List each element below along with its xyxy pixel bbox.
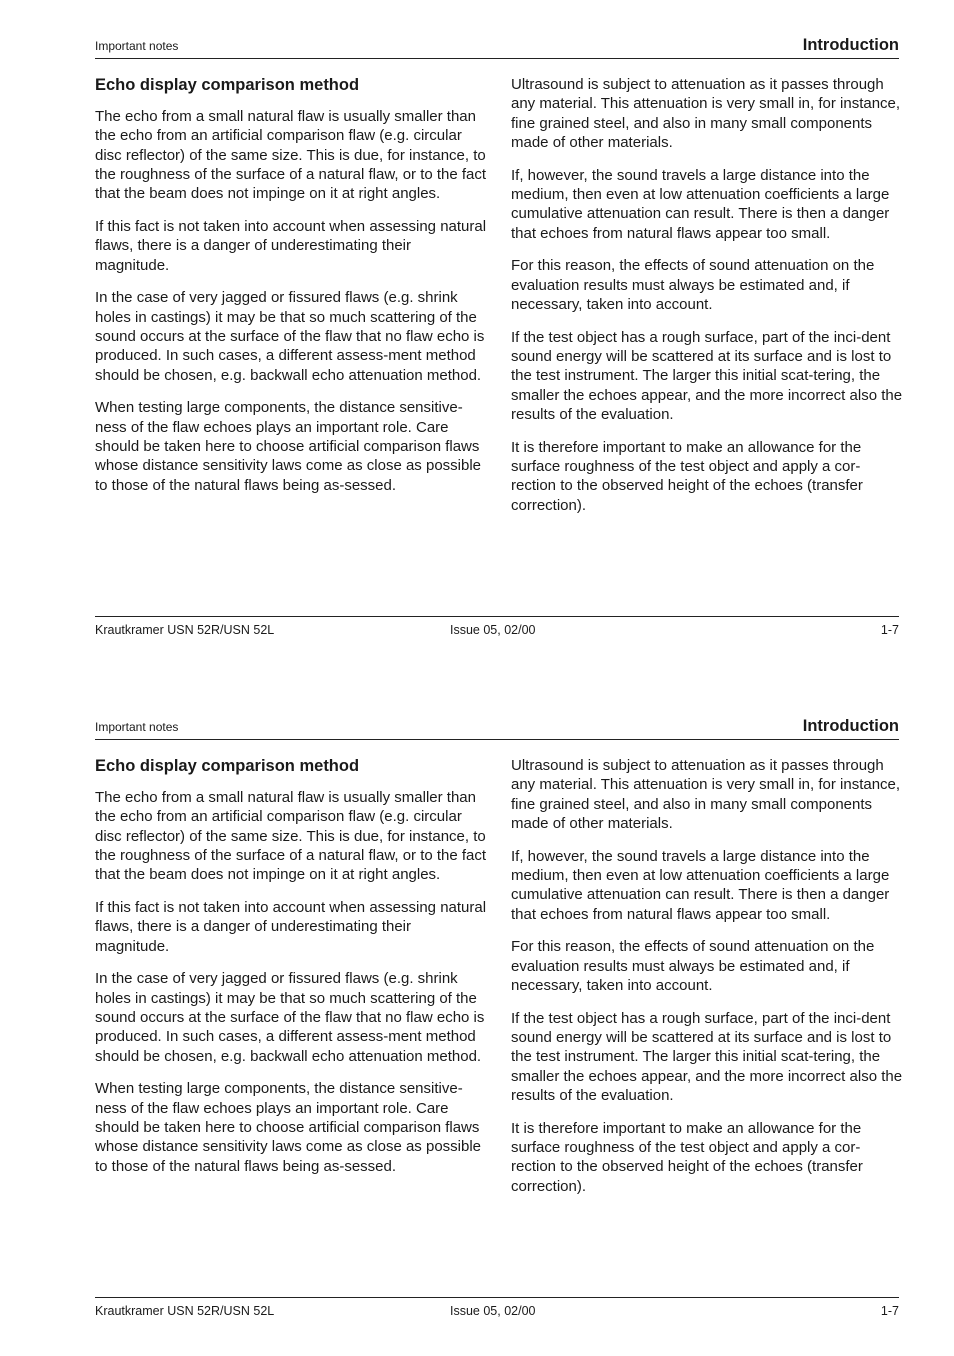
paragraph: The echo from a small natural flaw is usually smaller than the echo from an artificial comparison flaw (e.g. circular disc reflector) of the same size. This is due, for instance, to the roughness of the surface of a natural flaw, or to the fact that the beam does not impinge on it at right angles. [95, 108, 487, 203]
header-divider [95, 739, 899, 740]
paragraph: When testing large components, the distance sensitive-ness of the flaw echoes plays an important role. Care should be taken here to choose artificial comparison flaws whose distance sensitivity laws come as close as possible to those of the natural flaws being as-sessed. [95, 399, 482, 494]
footer-divider [95, 1297, 899, 1298]
paragraph: In the case of very jagged or fissured flaws (e.g. shrink holes in castings) it may be that so much scattering of the sound occurs at the surface of the flaw that no flaw echo is produced. In such cases, a different assess-ment method should be chosen, e.g. backwall echo attenuation method. [95, 970, 485, 1065]
manual-page-2 [0, 681, 954, 1356]
right-column [511, 756, 903, 1209]
paragraph: Ultrasound is subject to attenuation as it passes through any material. This attenuation is very small in, for instance, fine grained steel, and also in many small components made of other materials. [511, 757, 901, 832]
left-column [95, 75, 487, 508]
footer-divider [95, 616, 899, 617]
paragraph: Ultrasound is subject to attenuation as it passes through any material. This attenuation is very small in, for instance, fine grained steel, and also in many small components made of other materials. [511, 76, 901, 151]
paragraph: It is therefore important to make an allowance for the surface roughness of the test object and apply a cor-rection to the observed height of the echoes (transfer correction). [511, 438, 863, 514]
header-chapter-title: Introduction [802, 36, 899, 54]
footer-page-number: 1-7 [880, 623, 899, 637]
header-section-label: Important notes [95, 39, 179, 53]
right-column [511, 75, 903, 528]
manual-page-1 [0, 0, 954, 675]
section-heading: Echo display comparison method [95, 757, 360, 775]
paragraph: It is therefore important to make an allowance for the surface roughness of the test object and apply a cor-rection to the observed height of the echoes (transfer correction). [511, 1119, 863, 1195]
paragraph: If this fact is not taken into account when assessing natural flaws, there is a danger of underestimating their magnitude. [95, 898, 487, 955]
footer-page-number: 1-7 [880, 1304, 899, 1318]
footer-issue: Issue 05, 02/00 [450, 1304, 536, 1318]
paragraph: The echo from a small natural flaw is usually smaller than the echo from an artificial comparison flaw (e.g. circular disc reflector) of the same size. This is due, for instance, to the roughness of the surface of a natural flaw, or to the fact that the beam does not impinge on it at right angles. [95, 789, 487, 884]
left-column [95, 756, 487, 1189]
footer-product: Krautkramer USN 52R/USN 52L [95, 1304, 275, 1318]
header-section-label: Important notes [95, 720, 179, 734]
paragraph: If, however, the sound travels a large distance into the medium, then even at low attenuation coefficients a large cumulative attenuation can result. There is then a danger that echoes from natural flaws appear too small. [511, 847, 890, 923]
paragraph: If this fact is not taken into account when assessing natural flaws, there is a danger of underestimating their magnitude. [95, 217, 487, 274]
paragraph: In the case of very jagged or fissured flaws (e.g. shrink holes in castings) it may be that so much scattering of the sound occurs at the surface of the flaw that no flaw echo is produced. In such cases, a different assess-ment method should be chosen, e.g. backwall echo attenuation method. [95, 289, 485, 384]
header-chapter-title: Introduction [802, 717, 899, 735]
paragraph: When testing large components, the distance sensitive-ness of the flaw echoes plays an important role. Care should be taken here to choose artificial comparison flaws whose distance sensitivity laws come as close as possible to those of the natural flaws being as-sessed. [95, 1080, 482, 1175]
paragraph: If the test object has a rough surface, part of the inci-dent sound energy will be scattered at its surface and is lost to the test instrument. The larger this initial scat-tering, the smaller the echoes appear, and the more incorrect also the results of the evaluation. [511, 1009, 903, 1104]
footer-product: Krautkramer USN 52R/USN 52L [95, 623, 275, 637]
paragraph: For this reason, the effects of sound attenuation on the evaluation results must always be estimated and, if necessary, taken into account. [511, 257, 875, 313]
footer-issue: Issue 05, 02/00 [450, 623, 536, 637]
section-heading: Echo display comparison method [95, 76, 360, 94]
paragraph: If, however, the sound travels a large distance into the medium, then even at low attenuation coefficients a large cumulative attenuation can result. There is then a danger that echoes from natural flaws appear too small. [511, 166, 890, 242]
paragraph: For this reason, the effects of sound attenuation on the evaluation results must always be estimated and, if necessary, taken into account. [511, 938, 875, 994]
header-divider [95, 58, 899, 59]
paragraph: If the test object has a rough surface, part of the inci-dent sound energy will be scattered at its surface and is lost to the test instrument. The larger this initial scat-tering, the smaller the echoes appear, and the more incorrect also the results of the evaluation. [511, 328, 903, 423]
